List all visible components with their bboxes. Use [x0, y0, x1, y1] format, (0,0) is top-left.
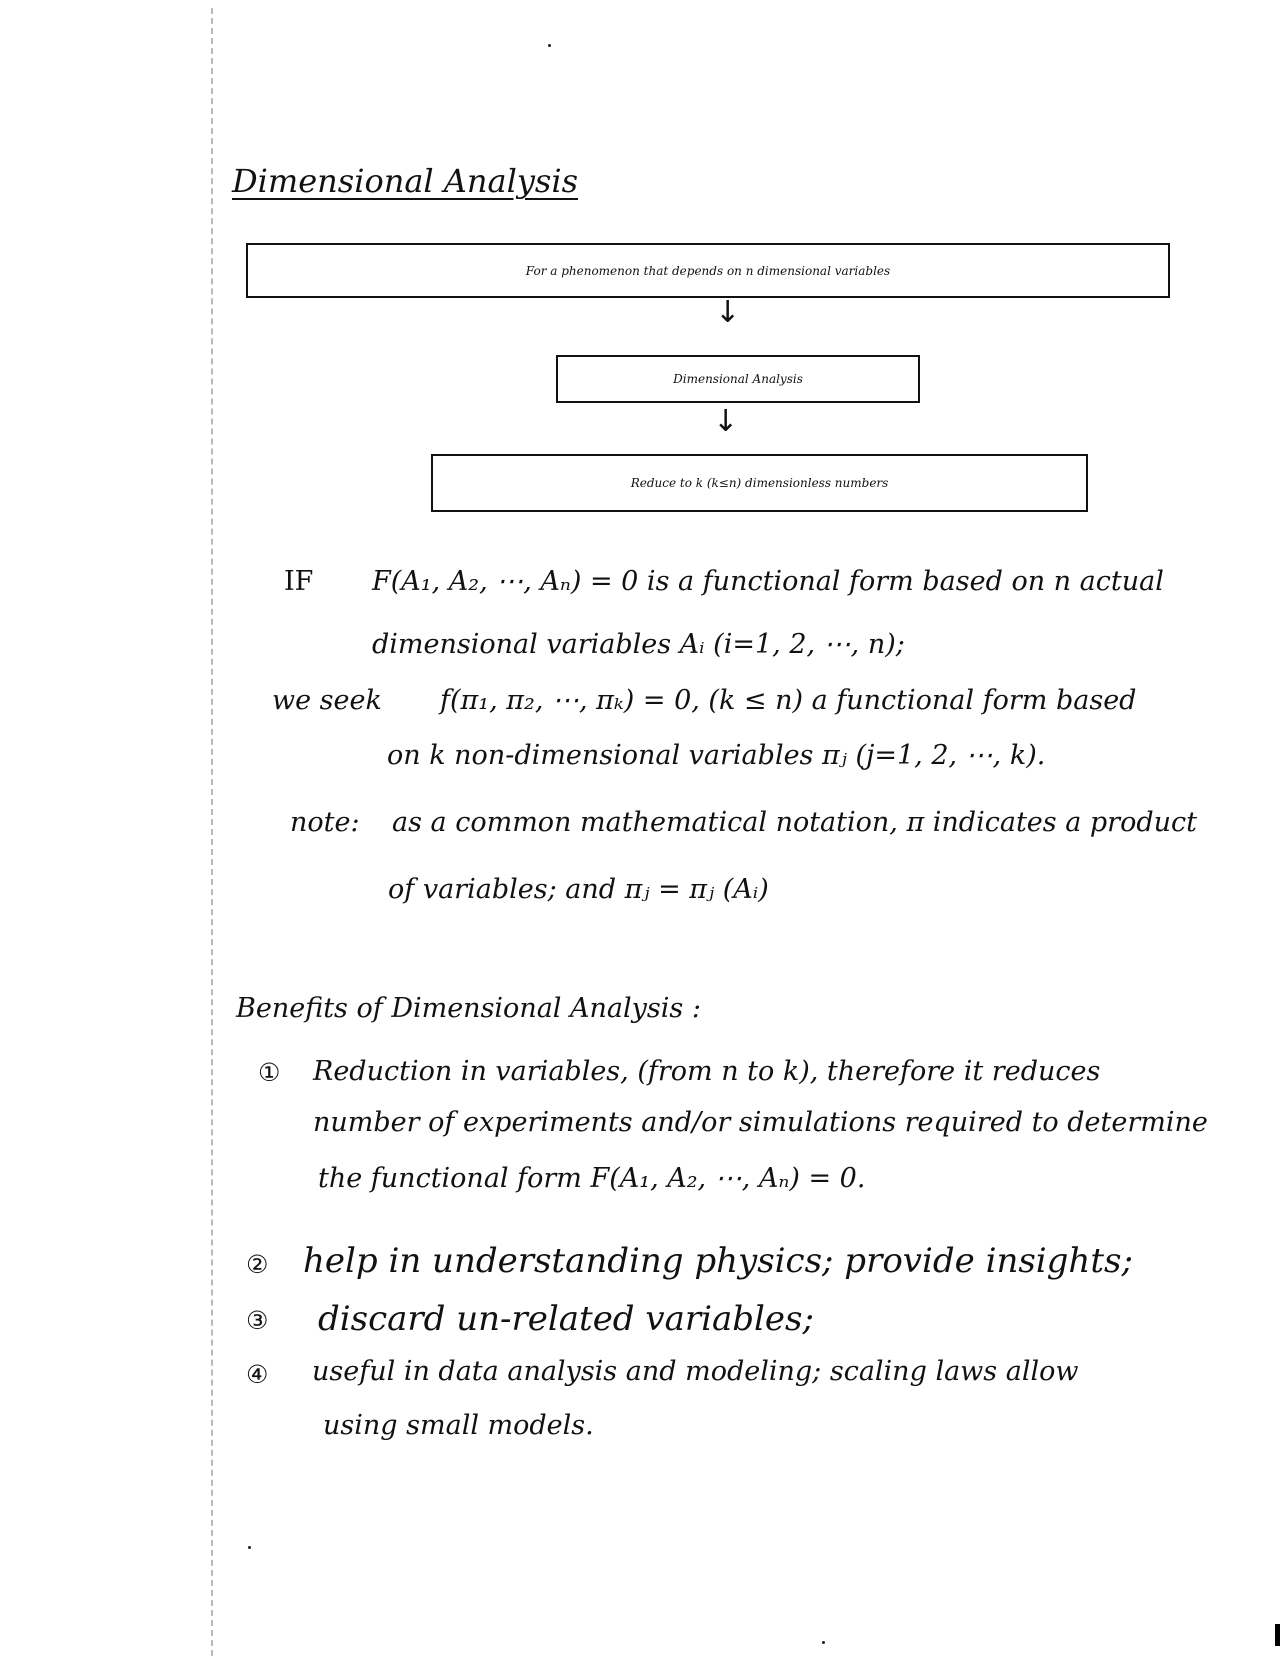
benefit-4-line-2: using small models.	[323, 1410, 594, 1441]
benefit-3-line-1: discard un-related variables;	[318, 1299, 814, 1339]
bullet-3-marker: ③	[246, 1306, 269, 1335]
flowchart-box-analysis-text: Dimensional Analysis	[673, 371, 803, 386]
seek-line-1: f(π₁, π₂, ⋯, πₖ) = 0, (k ≤ n) a functional form based	[440, 685, 1137, 716]
benefit-1-line-3: the functional form F(A₁, A₂, ⋯, Aₙ) = 0.	[318, 1163, 866, 1194]
notebook-margin-line	[211, 8, 213, 1656]
flowchart-box-phenomenon-text: For a phenomenon that depends on n dimensional variables	[525, 263, 891, 278]
bullet-2-marker: ②	[246, 1250, 269, 1279]
flowchart-box-reduce-text: Reduce to k (k≤n) dimensionless numbers	[630, 475, 889, 490]
seek-line-2: on k non-dimensional variables πⱼ (j=1, 2, ⋯, k).	[387, 740, 1046, 771]
note-label: note:	[290, 807, 360, 838]
flowchart-box-analysis	[556, 355, 920, 403]
benefit-2-line-1: help in understanding physics; provide insights;	[303, 1241, 1133, 1281]
page-corner-mark	[1275, 1624, 1280, 1646]
pen-dot	[822, 1641, 825, 1644]
note-line-1: as a common mathematical notation, π indicates a product	[392, 807, 1197, 838]
bullet-1-marker: ①	[258, 1058, 281, 1087]
benefits-heading: Benefits of Dimensional Analysis :	[236, 993, 701, 1024]
note-line-2: of variables; and πⱼ = πⱼ (Aᵢ)	[388, 874, 769, 905]
flowchart-box-reduce	[431, 454, 1088, 512]
down-arrow-icon: ↓	[715, 295, 741, 330]
bullet-4-marker: ④	[246, 1360, 269, 1389]
seek-label: we seek	[272, 685, 382, 716]
benefit-4-line-1: useful in data analysis and modeling; scaling laws allow	[312, 1356, 1079, 1387]
benefit-1-line-2: number of experiments and/or simulations required to determine	[313, 1107, 1208, 1138]
page-title: Dimensional Analysis	[232, 162, 578, 200]
if-line-2: dimensional variables Aᵢ (i=1, 2, ⋯, n);	[372, 629, 905, 660]
benefit-1-line-1: Reduction in variables, (from n to k), therefore it reduces	[313, 1056, 1101, 1087]
pen-dot	[548, 44, 551, 47]
if-line-1: F(A₁, A₂, ⋯, Aₙ) = 0 is a functional form based on n actual	[372, 566, 1164, 597]
flowchart-box-phenomenon	[246, 243, 1170, 298]
if-label: IF	[284, 566, 314, 597]
down-arrow-icon: ↓	[713, 404, 739, 439]
pen-dot	[248, 1546, 251, 1549]
